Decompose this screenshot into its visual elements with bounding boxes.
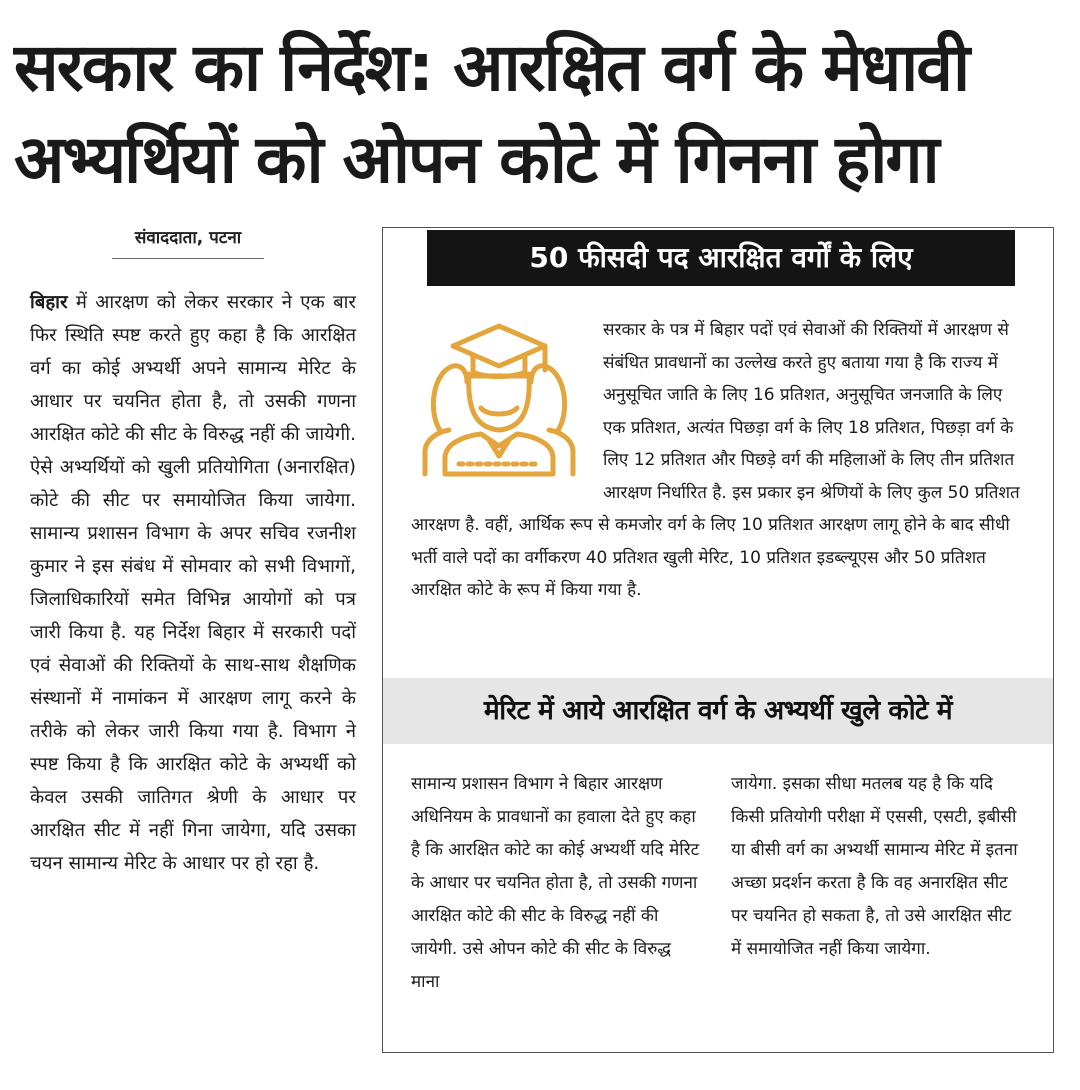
- box-paragraph: [411, 314, 1027, 607]
- box-column-left: सामान्य प्रशासन विभाग ने बिहार आरक्षण अधिनियम के प्रावधानों का हवाला देते हुए कहा है कि आरक्षित कोटे का कोई अभ्यर्थी यदि मेरिट के आधार पर चयनित होता है, तो उसकी गणना आरक्षित कोटे की सीट के विरुद्ध नहीं की जायेगी. उसे ओपन कोटे की सीट के विरुद्ध माना: [411, 774, 700, 992]
- headline: सरकार का निर्देश: आरक्षित वर्ग के मेधावी अभ्यर्थियों को ओपन कोटे में गिनना होगा: [14, 29, 969, 198]
- byline: संवाददाता, पटना: [112, 225, 264, 259]
- box-paragraph-text: सरकार के पत्र में बिहार पदों एवं सेवाओं की रिक्तियों में आरक्षण से संबंधित प्रावधानों का उल्लेख करते हुए बताया गया है कि राज्य में अनुसूचित जाति के लिए 16 प्रतिशत, अनुसूचित जनजाति के लिए एक प्रतिशत, अत्यंत पिछड़ा वर्ग के लिए 18 प्रतिशत, पिछड़ा वर्ग के लिए 12 प्रतिशत और पिछड़े वर्ग की महिलाओं के लिए तीन प्रतिशत आरक्षण निर्धारित है. इस प्रकार इन श्रेणियों के लिए कुल 50 प्रतिशत आरक्षण है. वहीं, आर्थिक रूप से कमजोर वर्ग के लिए 10 प्रतिशत आरक्षण लागू होने के बाद सीधी भर्ती वाले पदों का वर्गीकरण 40 प्रतिशत खुली मेरिट, 10 प्रतिशत इडब्ल्यूएस और 50 प्रतिशत आरक्षित कोटे के रूप में किया गया है.: [411, 320, 1020, 600]
- box-banner: 50 फीसदी पद आरक्षित वर्गों के लिए: [427, 230, 1015, 286]
- left-column-body: में आरक्षण को लेकर सरकार ने एक बार फिर स्थिति स्पष्ट करते हुए कहा है कि आरक्षित वर्ग का कोई अभ्यर्थी अपने सामान्य मेरिट के आधार पर चयनित होता है, तो उसकी गणना आरक्षित कोटे की सीट के विरुद्ध नहीं की जायेगी. ऐसे अभ्यर्थियों को खुली प्रतियोगिता (अनारक्षित) कोटे की सीट पर समायोजित किया जायेगा. सामान्य प्रशासन विभाग के अपर सचिव रजनीश कुमार ने इस संबंध में सोमवार को सभी विभागों, जिलाधिकारियों समेत विभिन्न आयोगों को पत्र जारी किया है. यह निर्देश बिहार में सरकारी पदों एवं सेवाओं की रिक्तियों के साथ-साथ शैक्षणिक संस्थानों में नामांकन में आरक्षण लागू करने के तरीके को लेकर जारी किया गया है. विभाग ने स्पष्ट किया है कि आरक्षित कोटे के अभ्यर्थी को केवल उसकी जातिगत श्रेणी के आधार पर आरक्षित सीट में नहीं गिना जायेगा, यदि उसका चयन सामान्य मेरिट के आधार पर हो रहा है.: [30, 292, 356, 874]
- box-subheading: मेरिट में आये आरक्षित वर्ग के अभ्यर्थी खुले कोटे में: [383, 678, 1053, 744]
- lead-word: बिहार: [30, 292, 68, 313]
- box-column-right: जायेगा. इसका सीधा मतलब यह है कि यदि किसी प्रतियोगी परीक्षा में एससी, एसटी, इबीसी या बीसी वर्ग का अभ्यर्थी सामान्य मेरिट में इतना अच्छा प्रदर्शन करता है कि वह अनारक्षित सीट पर चयनित हो सकता है, तो उसे आरक्षित सीट में समायोजित नहीं किया जायेगा.: [731, 774, 1018, 959]
- sidebar-box: [382, 227, 1054, 1053]
- left-column-text: [30, 286, 356, 880]
- illustration-space: [411, 314, 603, 504]
